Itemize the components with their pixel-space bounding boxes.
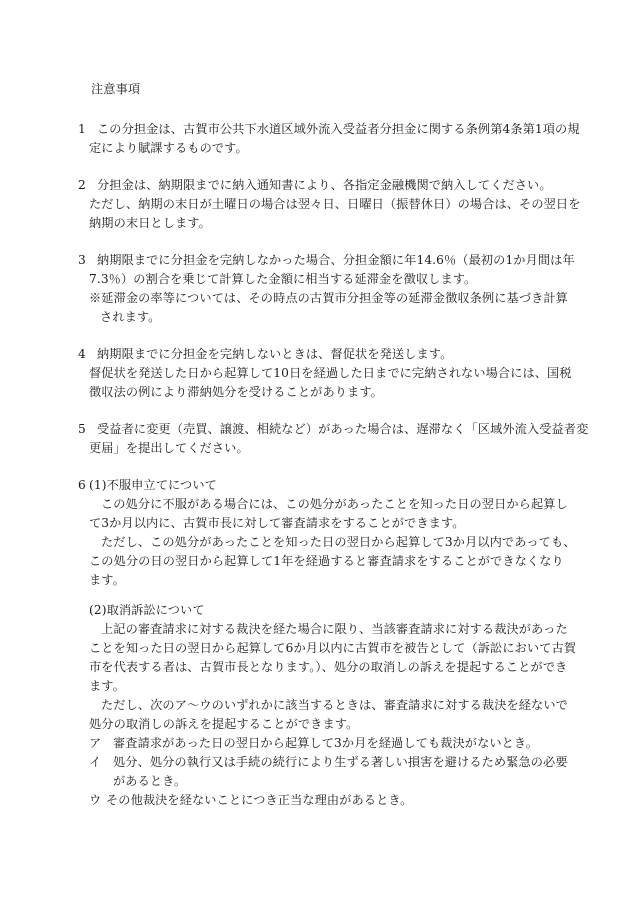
item-number: 5: [78, 422, 86, 436]
item-number: 6: [78, 478, 86, 492]
item-text-line: 分担金は、納期限までに納入通知書により、各指定金融機関で納入してください。: [97, 178, 552, 192]
subsection-heading: (1)不服申立てについて: [89, 478, 217, 492]
item-text-line: 受益者に変更（売買、譲渡、相続など）があった場合は、遅滞なく「区域外流入受益者変: [97, 422, 589, 436]
subsection-text-line: この処分の日の翌日から起算して1年を経過すると審査請求をすることができなくなり: [89, 554, 564, 568]
item-text-line: ただし、納期の末日が土曜日の場合は翌々日、日曜日（振替休日）の場合は、その翌日を: [89, 197, 581, 211]
subsection-text-line: ます。: [89, 573, 125, 587]
subsection-text-line: この処分に不服がある場合には、この処分があったことを知った日の翌日から起算し: [101, 497, 568, 511]
item-text-line: 納期の末日とします。: [89, 216, 211, 230]
item-number: 1: [78, 122, 86, 136]
item-number: 4: [78, 347, 86, 361]
item-text-line: 納期限までに分担金を完納しなかった場合、分担金額に年14.6％（最初の1か月間は年: [97, 253, 575, 267]
list-marker: ア: [89, 736, 102, 750]
list-item-text: その他裁決を経ないことにつき正当な理由があるとき。: [106, 793, 413, 807]
subsection-text-line: ただし、次のア～ウのいずれかに該当するときは、審査請求に対する裁決を経ないで: [101, 698, 568, 712]
item-note-line: されます。: [100, 310, 161, 324]
item-text-line: 更届」を提出してください。: [89, 441, 249, 455]
list-item-text: 処分、処分の執行又は手続の続行により生ずる著しい損害を避けるため緊急の必要: [113, 755, 568, 769]
item-text-line: 7.3％）の割合を乗じて計算した金額に相当する延滞金を徴収します。: [89, 272, 477, 286]
list-item-text: があるとき。: [113, 774, 187, 788]
subsection-text-line: ことを知った日の翌日から起算して6か月以内に古賀市を被告として（訴訟において古賀: [89, 641, 577, 655]
subsection-text-line: ただし、この処分があったことを知った日の翌日から起算して3か月以内であっても、: [101, 535, 576, 549]
list-item-text: 審査請求があった日の翌日から起算して3か月を経過しても裁決がないとき。: [113, 736, 539, 750]
subsection-text-line: 市を代表する者は、古賀市長となります。）、処分の取消しの訴えを提起することができ: [89, 660, 568, 674]
item-text-line: この分担金は、古賀市公共下水道区域外流入受益者分担金に関する条例第4条第1項の規: [97, 122, 580, 136]
subsection-text-line: 処分の取消しの訴えを提起することができます。: [89, 717, 359, 731]
list-marker: イ: [89, 755, 102, 769]
list-marker: ウ: [89, 793, 102, 807]
item-text-line: 定により賦課するものです。: [89, 141, 248, 155]
item-number: 3: [78, 253, 86, 267]
item-number: 2: [78, 178, 86, 192]
page-title: 注意事項: [91, 82, 141, 96]
item-text-line: 徴収法の例により滞納処分を受けることがあります。: [89, 385, 383, 399]
subsection-text-line: 上記の審査請求に対する裁決を経た場合に限り、当該審査請求に対する裁決があった: [101, 622, 568, 636]
item-text-line: 納期限までに分担金を完納しないときは、督促状を発送します。: [97, 347, 453, 361]
item-text-line: 督促状を発送した日から起算して10日を経過した日までに完納されない場合には、国税: [89, 366, 572, 380]
subsection-text-line: ます。: [89, 679, 125, 693]
subsection-text-line: て3か月以内に、古賀市長に対して審査請求をすることができます。: [89, 516, 465, 530]
item-note-line: ※延滞金の率等については、その時点の古賀市分担金等の延滞金徴収条例に基づき計算: [89, 291, 568, 305]
subsection-heading: (2)取消訴訟について: [89, 603, 205, 617]
